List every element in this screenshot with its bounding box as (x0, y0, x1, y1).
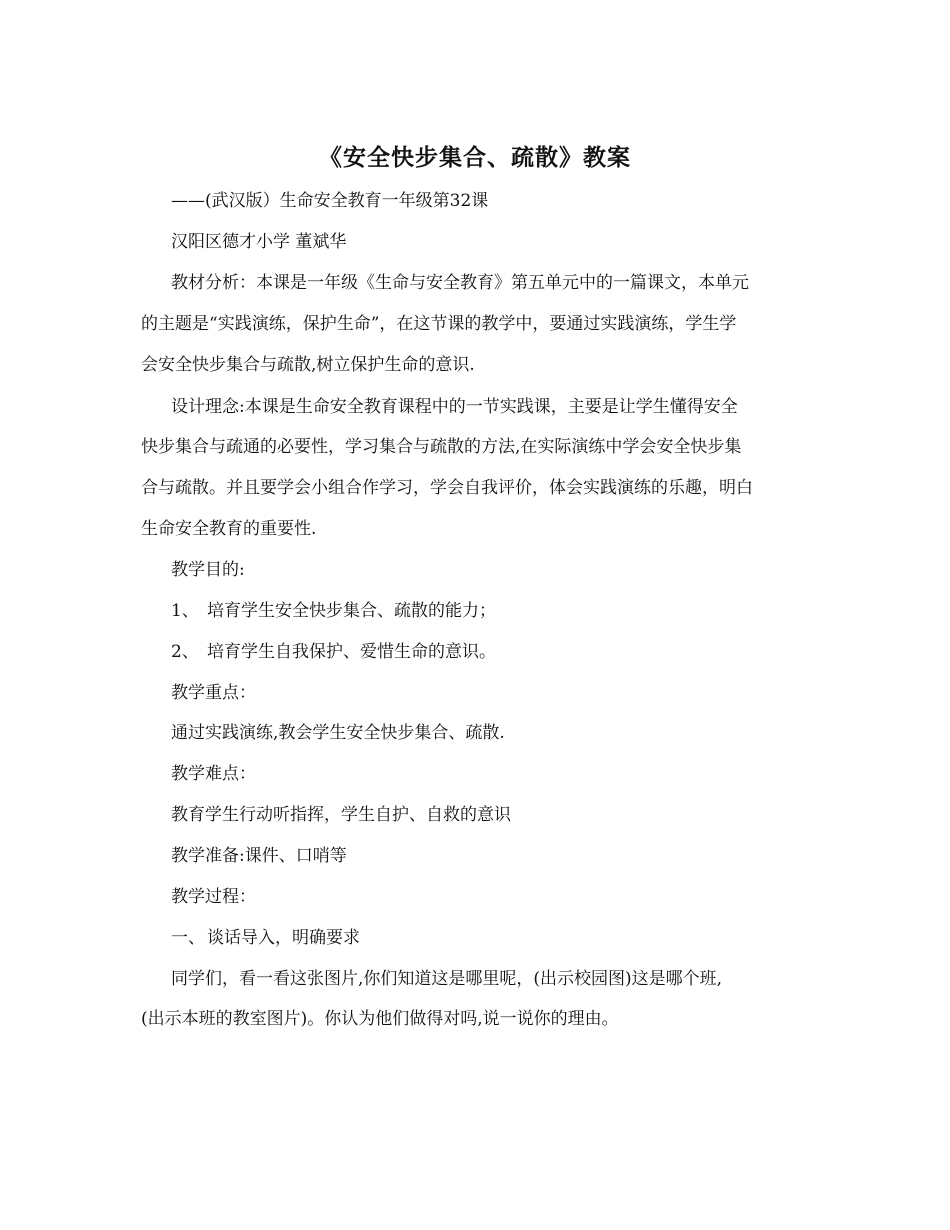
analysis-line-1: 教材分析：本课是一年级《生命与安全教育》第五单元中的一篇课文，本单元 (171, 273, 749, 293)
goal-item-2 (171, 641, 496, 663)
intro-line-1: 同学们，看一看这张图片,你们知道这是哪里呢，(出示校园图)这是哪个班, (171, 969, 723, 989)
goal-text: 培育学生安全快步集合、疏散的能力； (207, 601, 496, 621)
concept-line-1: 设计理念:本课是生命安全教育课程中的一节实践课，主要是让学生懂得安全 (171, 397, 738, 417)
document-title: 《安全快步集合、疏散》教案 (319, 144, 631, 171)
key-points-text: 通过实践演练,教会学生安全快步集合、疏散. (171, 723, 505, 743)
goal-number: 2、 (171, 642, 199, 662)
goal-number: 1、 (171, 601, 199, 621)
concept-line-4: 生命安全教育的重要性. (141, 519, 317, 539)
goal-item-1 (171, 600, 496, 622)
intro-line-2: (出示本班的教室图片)。你认为他们做得对吗,说一说你的理由。 (141, 1009, 619, 1029)
process-heading: 教学过程： (171, 887, 256, 907)
step-1-heading (171, 927, 360, 949)
step-text: 谈话导入，明确要求 (207, 928, 360, 948)
goals-heading: 教学目的: (171, 560, 245, 580)
difficulty-heading: 教学难点： (171, 764, 256, 784)
subtitle: ——(武汉版）生命安全教育一年级第32课 (171, 191, 489, 211)
preparation-line: 教学准备:课件、口哨等 (171, 846, 347, 866)
analysis-line-2: 的主题是“实践演练，保护生命”，在这节课的教学中，要通过实践演练，学生学 (141, 314, 737, 334)
concept-line-3: 合与疏散。并且要学会小组合作学习，学会自我评价，体会实践演练的乐趣，明白 (141, 478, 753, 498)
key-points-heading: 教学重点： (171, 683, 256, 703)
step-number: 一、 (171, 928, 205, 948)
analysis-line-3: 会安全快步集合与疏散,树立保护生命的意识. (141, 355, 475, 375)
concept-line-2: 快步集合与疏通的必要性，学习集合与疏散的方法,在实际演练中学会安全快步集 (141, 437, 742, 457)
difficulty-text: 教育学生行动听指挥，学生自护、自救的意识 (171, 805, 511, 825)
author-line: 汉阳区德才小学 董斌华 (171, 232, 347, 252)
goal-text: 培育学生自我保护、爱惜生命的意识。 (207, 642, 496, 662)
